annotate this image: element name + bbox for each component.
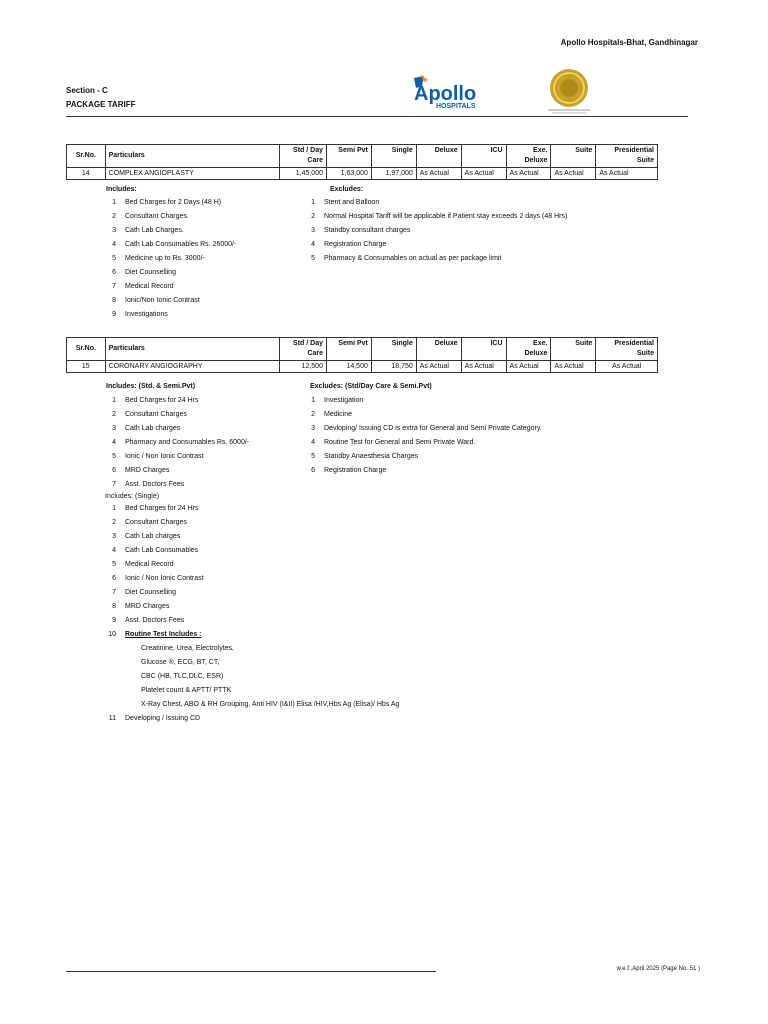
page-title: PACKAGE TARIFF bbox=[66, 100, 136, 109]
list-item: 3 Cath Lab Charges. bbox=[112, 227, 184, 234]
list-item: 9 Asst. Doctors Fees bbox=[112, 617, 185, 624]
routine-test-item: X-Ray Chest, ABO & RH Grouping, Anti HIV (I&II) Elisa /HIV,Hbs Ag (Elisa)/ Hbs Ag bbox=[141, 701, 400, 708]
table-header-row bbox=[67, 338, 658, 361]
cell-srno: 14 bbox=[67, 168, 106, 180]
includes-heading-15: Includes: (Std. & Semi.Pvt) bbox=[106, 383, 196, 390]
header-icu: ICU bbox=[461, 338, 506, 361]
header-semi: Semi Pvt bbox=[326, 338, 371, 361]
header-single: Single bbox=[371, 145, 416, 168]
includes-single-heading: Includes: (Single) bbox=[105, 493, 160, 500]
header-srno: Sr.No. bbox=[67, 338, 106, 361]
list-item: 10 Routine Test Includes : bbox=[108, 631, 202, 638]
cell-semi: 1,63,000 bbox=[326, 168, 371, 180]
cell-semi: 14,500 bbox=[326, 361, 371, 373]
cell-deluxe: As Actual bbox=[416, 361, 461, 373]
cell-presidential: As Actual bbox=[596, 361, 658, 373]
list-item: 4 Registration Charge bbox=[311, 241, 387, 248]
cell-presidential: As Actual bbox=[596, 168, 658, 180]
cell-single: 18,750 bbox=[371, 361, 416, 373]
list-item: 1 Stent and Balloon bbox=[311, 199, 380, 206]
header-suite: Suite bbox=[551, 145, 596, 168]
list-item: 3 Cath Lab charges bbox=[112, 533, 181, 540]
list-item: 4 Cath Lab Consumables bbox=[112, 547, 199, 554]
cell-std: 1,45,000 bbox=[280, 168, 327, 180]
list-item: 1 Bed Charges for 2 Days (48 H) bbox=[112, 199, 222, 206]
list-item: 6 Ionic / Non Ionic Contrast bbox=[112, 575, 204, 582]
header-std: Std / Day Care bbox=[280, 338, 327, 361]
header-exe-deluxe: Exe. Deluxe bbox=[506, 338, 551, 361]
header-srno: Sr.No. bbox=[67, 145, 106, 168]
cell-single: 1,97,000 bbox=[371, 168, 416, 180]
list-item: 2 Consultant Charges bbox=[112, 519, 187, 526]
list-item: 1 Bed Charges for 24 Hrs bbox=[112, 505, 199, 512]
header-std: Std / Day Care bbox=[280, 145, 327, 168]
list-item: 5 Standby Anaesthesia Charges bbox=[311, 453, 419, 460]
header-presidential: Presidential Suite bbox=[596, 338, 658, 361]
list-item: 5 Ionic / Non Ionic Contrast bbox=[112, 453, 204, 460]
excludes-heading-14: Excludes: bbox=[330, 186, 364, 193]
list-item: 4 Cath Lab Consumables Rs. 26000/- bbox=[112, 241, 237, 248]
list-item: 1 Bed Charges for 24 Hrs bbox=[112, 397, 199, 404]
includes-heading-14: Includes: bbox=[106, 186, 137, 193]
includes-list-14 bbox=[100, 199, 236, 325]
list-item: 1 Investigation bbox=[311, 397, 364, 404]
cell-suite: As Actual bbox=[551, 168, 596, 180]
cell-suite: As Actual bbox=[551, 361, 596, 373]
cell-srno: 15 bbox=[67, 361, 106, 373]
header-particulars: Particulars bbox=[105, 338, 279, 361]
routine-test-item: CBC (HB, TLC,DLC, ESR) bbox=[141, 673, 224, 680]
header-deluxe: Deluxe bbox=[416, 145, 461, 168]
header-single: Single bbox=[371, 338, 416, 361]
list-item: 5 Pharmacy & Consumables on actual as per package limit bbox=[311, 255, 502, 262]
footer-text: w.e.f.,April 2025 (Page No. 51 ) bbox=[616, 966, 700, 972]
cell-icu: As Actual bbox=[461, 168, 506, 180]
list-item: 2 Consultant Charges bbox=[112, 411, 187, 418]
header-icu: ICU bbox=[461, 145, 506, 168]
hospital-name: Apollo Hospitals-Bhat, Gandhinagar bbox=[560, 38, 698, 47]
list-item: 7 Asst. Doctors Fees bbox=[112, 481, 185, 488]
list-item: 7 Diet Counselling bbox=[112, 589, 176, 596]
excludes-list-14 bbox=[299, 199, 567, 269]
excludes-list-15 bbox=[299, 397, 542, 481]
logo-word: Apollo bbox=[414, 83, 477, 105]
table-header-row bbox=[67, 145, 658, 168]
table-row bbox=[67, 361, 658, 373]
header-semi: Semi Pvt bbox=[326, 145, 371, 168]
list-item: 9 Investigations bbox=[112, 311, 168, 318]
header-presidential: Presidential Suite bbox=[596, 145, 658, 168]
apollo-logo bbox=[410, 72, 490, 112]
list-item: 8 MRD Charges bbox=[112, 603, 170, 610]
list-item: 11 Developing / Issuing CD bbox=[108, 715, 201, 722]
list-item: 7 Medical Record bbox=[112, 283, 174, 290]
list-item: 3 Standby consultant charges bbox=[311, 227, 411, 234]
header-rule bbox=[66, 116, 688, 117]
list-item: 3 Cath Lab charges bbox=[112, 425, 181, 432]
cell-std: 12,500 bbox=[280, 361, 327, 373]
list-item: 4 Pharmacy and Consumables Rs. 6000/- bbox=[112, 439, 250, 446]
list-item: 5 Medical Record bbox=[112, 561, 174, 568]
list-item: 8 Ionic/Non Ionic Contrast bbox=[112, 297, 200, 304]
table-row bbox=[67, 168, 658, 180]
list-item: 5 Medicine up to Rs. 3000/- bbox=[112, 255, 205, 262]
logo-sub: HOSPITALS bbox=[436, 103, 476, 110]
cell-particulars: COMPLEX ANGIOPLASTY bbox=[105, 168, 279, 180]
list-item: 6 Diet Counselling bbox=[112, 269, 176, 276]
cell-deluxe: As Actual bbox=[416, 168, 461, 180]
list-item: 2 Consultant Charges. bbox=[112, 213, 189, 220]
header-particulars: Particulars bbox=[105, 145, 279, 168]
header-suite: Suite bbox=[551, 338, 596, 361]
footer-rule bbox=[66, 971, 436, 972]
excludes-heading-15: Excludes: (Std/Day Care & Semi.Pvt) bbox=[310, 383, 432, 390]
list-item: 2 Normal Hospital Tariff will be applicable if Patient stay exceeds 2 days (48 Hrs) bbox=[311, 213, 568, 220]
cell-exe-deluxe: As Actual bbox=[506, 168, 551, 180]
header-exe-deluxe: Exe. Deluxe bbox=[506, 145, 551, 168]
list-item: 6 MRD Charges bbox=[112, 467, 170, 474]
package-15-table bbox=[66, 337, 658, 373]
includes-single-list bbox=[100, 505, 399, 729]
list-item: 3 Devloping/ Issuing CD is extra for General and Semi Private Category. bbox=[311, 425, 542, 432]
routine-test-item: Glucose ®, ECG, BT, CT, bbox=[141, 659, 220, 666]
routine-test-item: Creatinine, Urea, Electrolytes, bbox=[141, 645, 234, 652]
cell-exe-deluxe: As Actual bbox=[506, 361, 551, 373]
includes-list-15 bbox=[100, 397, 249, 495]
section-label: Section - C bbox=[66, 86, 108, 95]
list-item: 2 Medicine bbox=[311, 411, 353, 418]
list-item: 6 Registration Charge bbox=[311, 467, 387, 474]
cell-particulars: CORONARY ANGIOGRAPHY bbox=[105, 361, 279, 373]
routine-test-item: Platelet count & APTT/ PTTK bbox=[141, 687, 232, 694]
accreditation-seal bbox=[540, 68, 598, 114]
header-deluxe: Deluxe bbox=[416, 338, 461, 361]
list-item: 4 Routine Test for General and Semi Private Ward. bbox=[311, 439, 476, 446]
package-14-table bbox=[66, 144, 658, 180]
cell-icu: As Actual bbox=[461, 361, 506, 373]
